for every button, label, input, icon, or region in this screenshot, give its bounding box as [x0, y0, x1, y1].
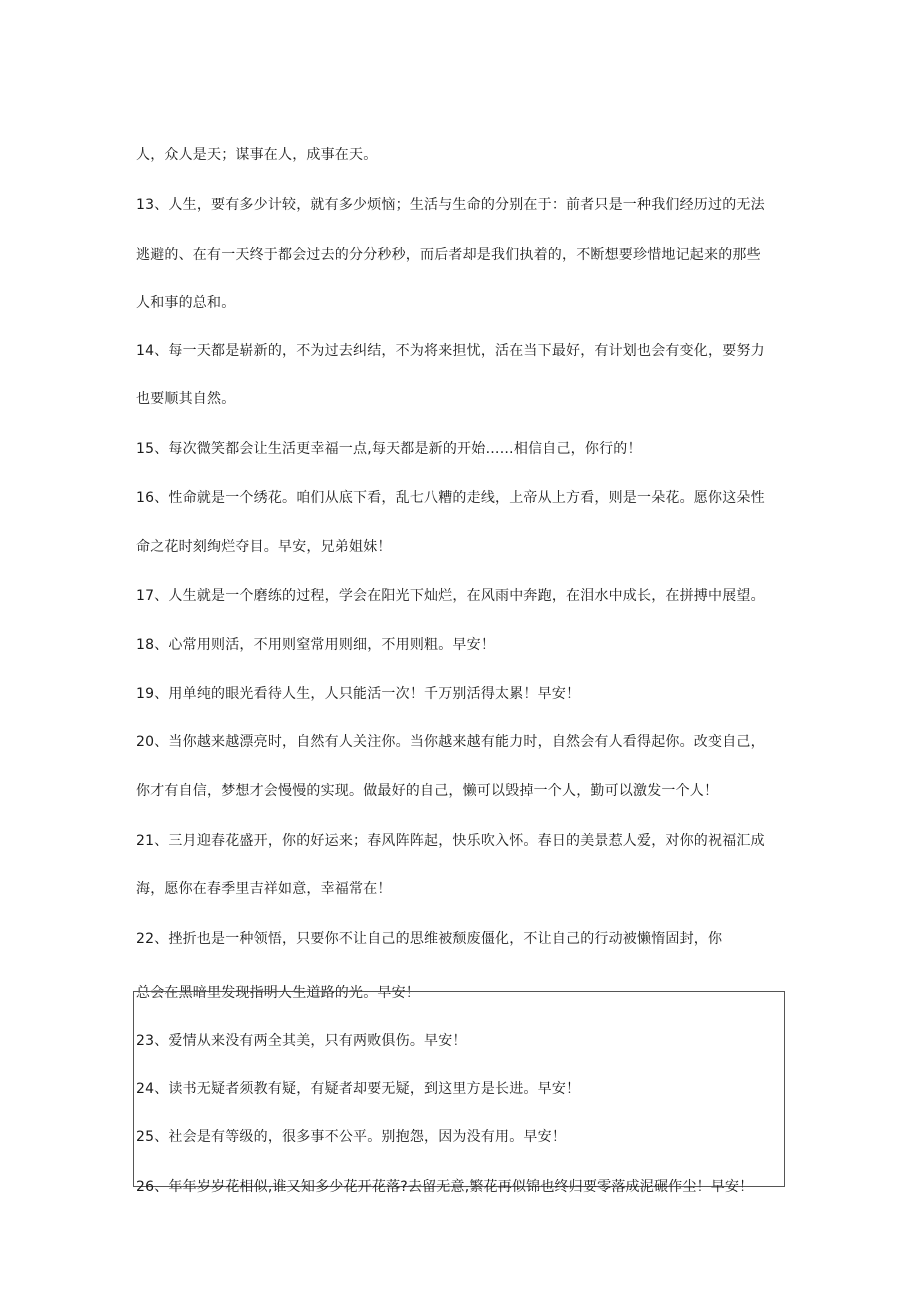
text-line-22: 26、年年岁岁花相似,谁又知多少花开花落?去留无意,繁花再似锦也终归要零落成泥碾作尘！早安！ [136, 1179, 754, 1195]
text-line-1: 人，众人是天；谋事在人，成事在天。 [136, 147, 378, 163]
text-line-5: 14、每一天都是崭新的，不为过去纠结，不为将来担忧，活在当下最好，有计划也会有变化，要努力 [136, 343, 765, 359]
text-line-15: 21、三月迎春花盛开，你的好运来；春风阵阵起，快乐吹入怀。春日的美景惹人爱，对你的祝福汇成 [136, 833, 765, 849]
text-line-8: 16、性命就是一个绣花。咱们从底下看，乱七八糟的走线，上帝从上方看，则是一朵花。愿你这朵性 [136, 490, 765, 506]
text-line-17: 22、挫折也是一种领悟，只要你不让自己的思维被颓废僵化，不让自己的行动被懒惰固封，你 [136, 931, 723, 947]
text-line-13: 20、当你越来越漂亮时，自然有人关注你。当你越来越有能力时，自然会有人看得起你。改变自己， [136, 734, 765, 750]
text-line-21: 25、社会是有等级的，很多事不公平。别抱怨，因为没有用。早安！ [136, 1129, 567, 1145]
text-line-19: 23、爱情从来没有两全其美，只有两败俱伤。早安！ [136, 1033, 467, 1049]
text-line-11: 18、心常用则活，不用则窒常用则细，不用则粗。早安！ [136, 637, 496, 653]
text-line-18: 总会在黑暗里发现指明人生道路的光。早安！ [136, 985, 420, 1001]
text-line-16: 海，愿你在春季里吉祥如意，幸福常在！ [136, 881, 392, 897]
text-line-7: 15、每次微笑都会让生活更幸福一点,每天都是新的开始……相信自己，你行的！ [136, 441, 642, 457]
text-line-3: 逃避的、在有一天终于都会过去的分分秒秒，而后者却是我们执着的，不断想要珍惜地记起来的那些 [136, 247, 761, 263]
text-line-20: 24、读书无疑者须教有疑，有疑者却要无疑，到这里方是长进。早安！ [136, 1081, 581, 1097]
text-line-6: 也要顺其自然。 [136, 391, 236, 407]
text-line-2: 13、人生，要有多少计较，就有多少烦恼；生活与生命的分别在于：前者只是一种我们经历过的无法 [136, 197, 765, 213]
text-line-9: 命之花时刻绚烂夺目。早安，兄弟姐妹！ [136, 539, 392, 555]
text-line-10: 17、人生就是一个磨练的过程，学会在阳光下灿烂，在风雨中奔跑，在泪水中成长，在拼搏中展望。 [136, 588, 765, 604]
text-line-14: 你才有自信，梦想才会慢慢的实现。做最好的自己，懒可以毁掉一个人，勤可以激发一个人！ [136, 783, 719, 799]
text-line-12: 19、用单纯的眼光看待人生，人只能活一次！千万别活得太累！早安！ [136, 686, 581, 702]
text-line-4: 人和事的总和。 [136, 295, 236, 311]
